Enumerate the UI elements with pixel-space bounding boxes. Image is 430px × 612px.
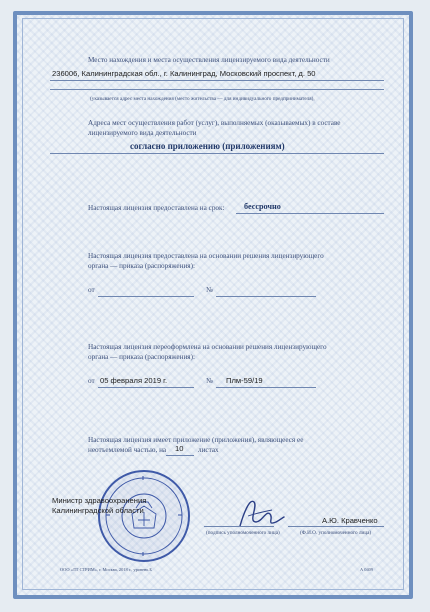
basis-line-1: Настоящая лицензия предоставлена на основании решения лицензирующего [88, 252, 324, 260]
location-address: 236006, Калининградская обл., г. Калининград, Московский проспект, д. 50 [52, 69, 316, 78]
reissue-number-rule [216, 387, 316, 388]
signatory-name: А.Ю. Кравченко [322, 516, 378, 525]
term-value: бессрочно [244, 202, 281, 211]
address-rule-2 [50, 89, 384, 90]
handwritten-signature [226, 492, 288, 534]
signature-rule [204, 526, 274, 527]
reissue-from-value: 05 февраля 2019 г. [100, 376, 168, 385]
official-seal-stamp [96, 468, 192, 564]
work-addresses-value: согласно приложению (приложениям) [130, 141, 285, 151]
term-rule [236, 213, 384, 214]
form-code: А 0409 [360, 567, 374, 572]
signatory-title-line-2: Калининградской области [52, 506, 144, 515]
location-caption: (указывается адрес места нахождения (место жительства — для индивидуального предпринимателя), [90, 96, 315, 102]
term-label: Настоящая лицензия предоставлена на срок: [88, 204, 225, 212]
signatory-title-line-1: Министр здравоохранения [52, 496, 147, 505]
appendix-line-1: Настоящая лицензия имеет приложение (приложения), являющееся ее [88, 436, 304, 444]
basis-number-rule [216, 296, 316, 297]
reissue-line-2: органа — приказа (распоряжения): [88, 353, 195, 361]
basis-from-rule [98, 296, 194, 297]
appendix-line-2: неотъемлемой частью, на [88, 446, 167, 454]
reissue-number-label: № [206, 377, 213, 385]
reissue-from-rule [98, 387, 194, 388]
reissue-from-label: от [88, 377, 95, 385]
name-rule [288, 526, 384, 527]
address-rule [50, 80, 384, 81]
work-rule [50, 153, 384, 154]
appendix-count: 10 [175, 444, 184, 453]
location-heading: Место нахождения и места осуществления лицензируемого вида деятельности [88, 56, 330, 64]
basis-line-2: органа — приказа (распоряжения): [88, 262, 195, 270]
name-caption: (Ф.И.О. уполномоченного лица) [300, 530, 372, 536]
print-info: ООО «ЛТ СТРИМ», г. Москва, 2018 г., уровень Б [60, 567, 152, 572]
basis-from-label: от [88, 286, 95, 294]
basis-number-label: № [206, 286, 213, 294]
reissue-number-value: Плм-59/19 [226, 376, 263, 385]
appendix-count-rule [166, 455, 194, 456]
reissue-line-1: Настоящая лицензия переоформлена на основании решения лицензирующего [88, 343, 327, 351]
work-addresses-heading-1: Адреса мест осуществления работ (услуг), выполняемых (оказываемых) в составе [88, 119, 341, 127]
work-addresses-heading-2: лицензируемого вида деятельности [88, 129, 197, 137]
appendix-suffix: листах [198, 446, 219, 454]
signature-caption: (подпись уполномоченного лица) [206, 530, 280, 536]
